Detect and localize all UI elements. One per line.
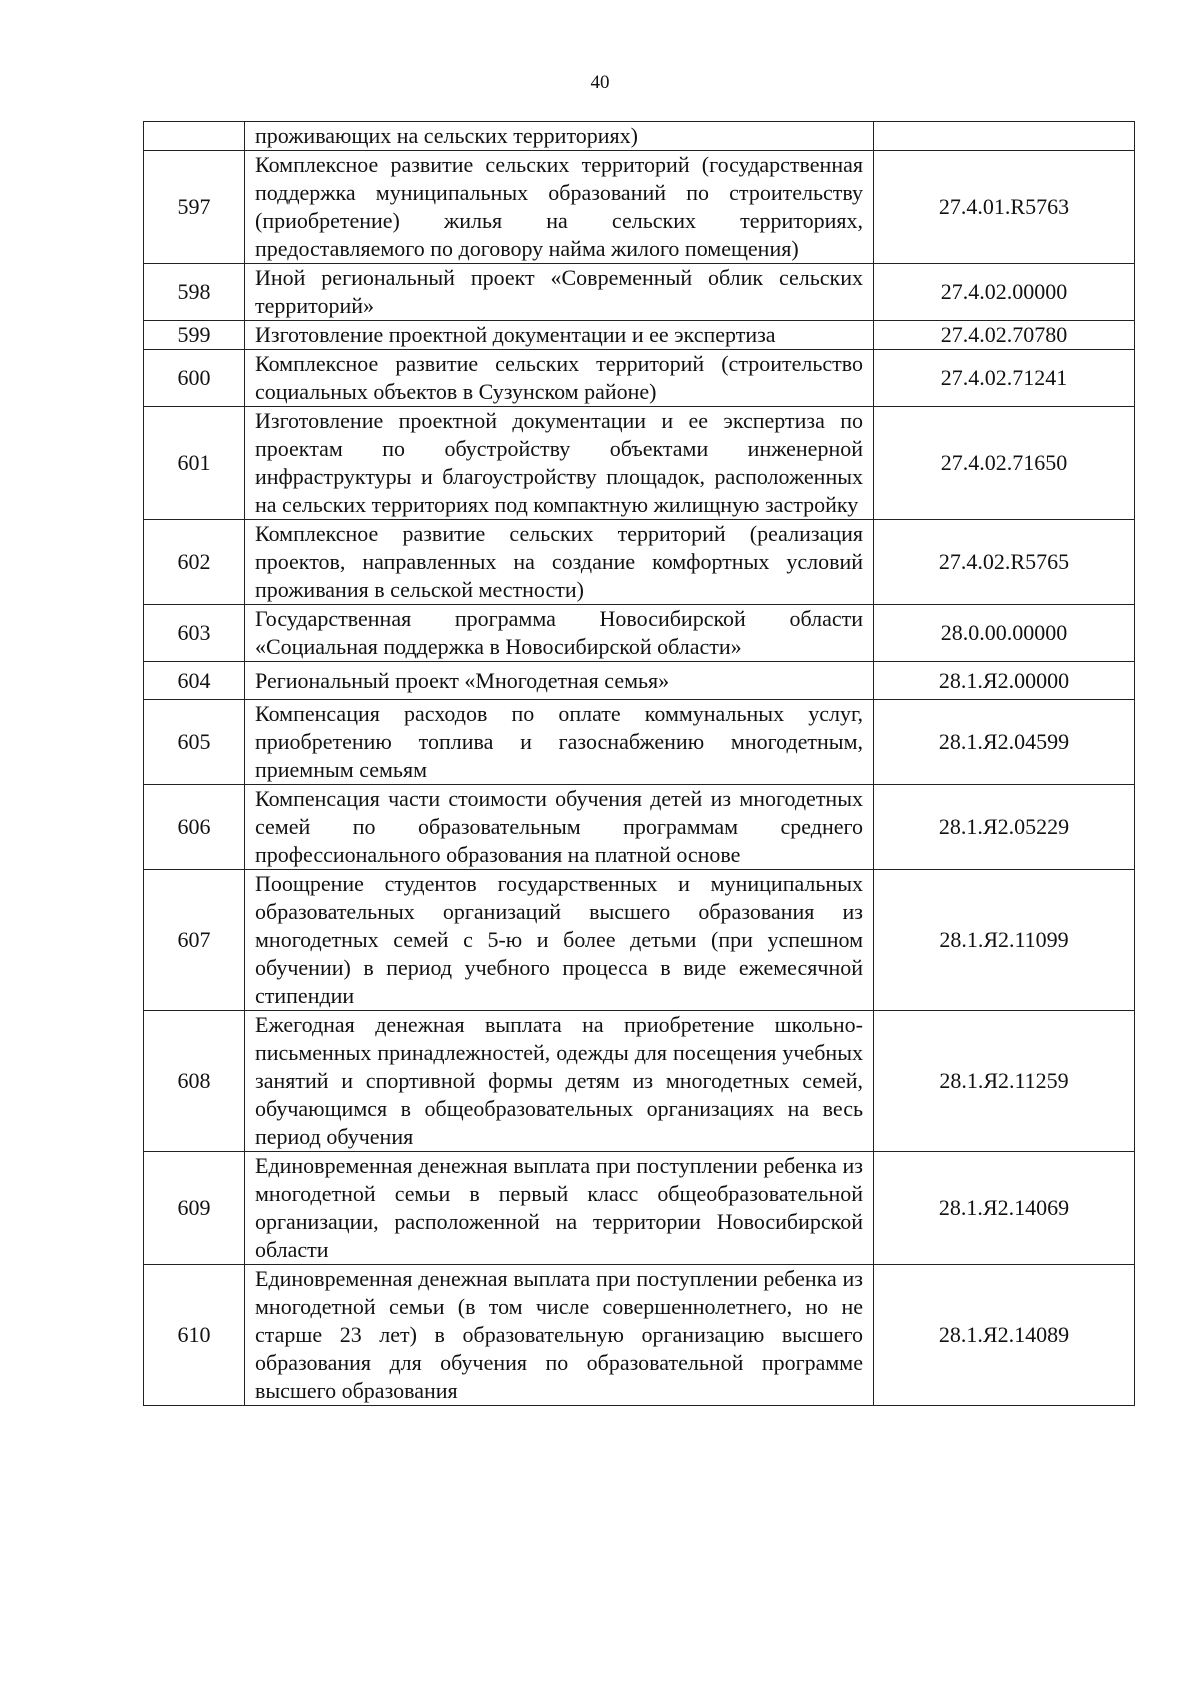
table-row xyxy=(144,122,1135,151)
row-code: 27.4.01.R5763 xyxy=(874,151,1135,264)
row-number: 605 xyxy=(144,700,245,785)
row-name: Комплексное развитие сельских территорий (реализация проектов, направленных на создание комфортных условий проживания в сельской местности) xyxy=(245,520,874,605)
budget-classification-table xyxy=(143,121,1135,1406)
table-row xyxy=(144,700,1135,785)
table-row xyxy=(144,662,1135,700)
row-name: Ежегодная денежная выплата на приобретение школьно-письменных принадлежностей, одежды для посещения учебных занятий и спортивной формы детям из многодетных семей, обучающимся в общеобразовательных организациях на весь период обучения xyxy=(245,1011,874,1152)
row-name: Региональный проект «Многодетная семья» xyxy=(245,662,874,700)
row-number: 607 xyxy=(144,870,245,1011)
row-number: 598 xyxy=(144,264,245,321)
row-name: Изготовление проектной документации и ее экспертиза по проектам по обустройству объектами инженерной инфраструктуры и благоустройству площадок, расположенных на сельских территориях под компактную жилищную застройку xyxy=(245,407,874,520)
row-number xyxy=(144,122,245,151)
row-name: Комплексное развитие сельских территорий (строительство социальных объектов в Сузунском районе) xyxy=(245,350,874,407)
row-code: 27.4.02.R5765 xyxy=(874,520,1135,605)
row-code: 28.1.Я2.14089 xyxy=(874,1265,1135,1406)
row-name: Единовременная денежная выплата при поступлении ребенка из многодетной семьи в первый класс общеобразовательной организации, расположенной на территории Новосибирской области xyxy=(245,1152,874,1265)
row-code: 28.1.Я2.04599 xyxy=(874,700,1135,785)
row-number: 606 xyxy=(144,785,245,870)
row-number: 610 xyxy=(144,1265,245,1406)
row-name: Компенсация расходов по оплате коммунальных услуг, приобретению топлива и газоснабжению многодетным, приемным семьям xyxy=(245,700,874,785)
row-name: Компенсация части стоимости обучения детей из многодетных семей по образовательным программам среднего профессионального образования на платной основе xyxy=(245,785,874,870)
table-row xyxy=(144,350,1135,407)
row-code: 28.1.Я2.00000 xyxy=(874,662,1135,700)
row-code: 28.1.Я2.05229 xyxy=(874,785,1135,870)
row-name: Государственная программа Новосибирской области «Социальная поддержка в Новосибирской области» xyxy=(245,605,874,662)
row-code: 27.4.02.00000 xyxy=(874,264,1135,321)
row-name: Изготовление проектной документации и ее экспертиза xyxy=(245,321,874,350)
table-row xyxy=(144,1265,1135,1406)
table-row xyxy=(144,1152,1135,1265)
table-row xyxy=(144,321,1135,350)
row-code: 28.1.Я2.11099 xyxy=(874,870,1135,1011)
table-row xyxy=(144,407,1135,520)
row-number: 604 xyxy=(144,662,245,700)
row-name: Иной региональный проект «Современный облик сельских территорий» xyxy=(245,264,874,321)
row-number: 599 xyxy=(144,321,245,350)
table-row xyxy=(144,605,1135,662)
row-number: 597 xyxy=(144,151,245,264)
row-number: 602 xyxy=(144,520,245,605)
row-number: 608 xyxy=(144,1011,245,1152)
row-code: 28.1.Я2.11259 xyxy=(874,1011,1135,1152)
row-code: 27.4.02.70780 xyxy=(874,321,1135,350)
row-number: 603 xyxy=(144,605,245,662)
row-number: 600 xyxy=(144,350,245,407)
row-name: Поощрение студентов государственных и муниципальных образовательных организаций высшего образования из многодетных семей с 5-ю и более детьми (при успешном обучении) в период учебного процесса в виде ежемесячной стипендии xyxy=(245,870,874,1011)
table-row xyxy=(144,264,1135,321)
row-code xyxy=(874,122,1135,151)
table-row xyxy=(144,151,1135,264)
table-row xyxy=(144,785,1135,870)
row-code: 27.4.02.71650 xyxy=(874,407,1135,520)
table-row xyxy=(144,520,1135,605)
row-code: 28.0.00.00000 xyxy=(874,605,1135,662)
row-number: 601 xyxy=(144,407,245,520)
row-name: Комплексное развитие сельских территорий (государственная поддержка муниципальных образований по строительству (приобретение) жилья на сельских территориях, предоставляемого по договору найма жилого помещения) xyxy=(245,151,874,264)
row-name: Единовременная денежная выплата при поступлении ребенка из многодетной семьи (в том числе совершеннолетнего, но не старше 23 лет) в образовательную организацию высшего образования для обучения по образовательной программе высшего образования xyxy=(245,1265,874,1406)
page-number: 40 xyxy=(590,72,610,93)
row-number: 609 xyxy=(144,1152,245,1265)
table-row xyxy=(144,870,1135,1011)
row-code: 28.1.Я2.14069 xyxy=(874,1152,1135,1265)
row-code: 27.4.02.71241 xyxy=(874,350,1135,407)
row-name: проживающих на сельских территориях) xyxy=(245,122,874,151)
table-row xyxy=(144,1011,1135,1152)
